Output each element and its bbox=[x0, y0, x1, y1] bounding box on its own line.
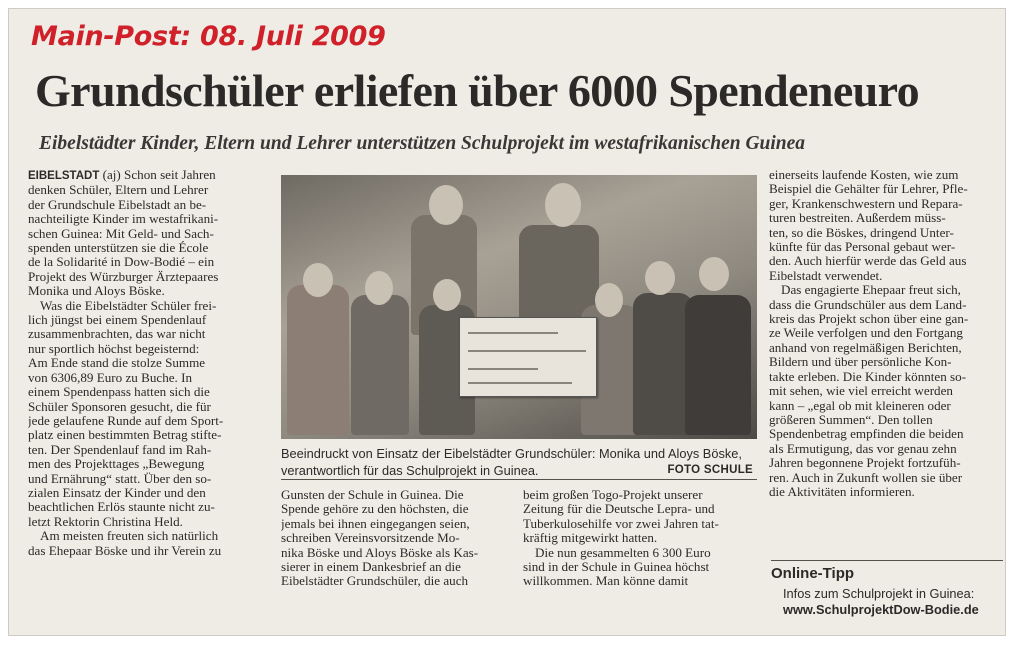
column-1-line: ten. Der Spendenlauf fand im Rah- bbox=[28, 442, 212, 457]
column-1-line: der Grundschule Eibelstadt an be- bbox=[28, 197, 207, 212]
newspaper-clipping bbox=[8, 8, 1006, 636]
column-4-line: kreis das Projekt schon über eine gan- bbox=[769, 312, 969, 327]
cheque-line bbox=[468, 350, 586, 352]
online-tipp-title: Online-Tipp bbox=[771, 565, 855, 582]
column-4-line: Jahren begonnene Projekt fortzufüh- bbox=[769, 456, 961, 471]
column-4-line: Eibelstadt verwendet. bbox=[769, 268, 883, 283]
column-2-line: schreiben Vereinsvorsitzende Mo- bbox=[281, 531, 460, 546]
donation-cheque bbox=[459, 317, 597, 397]
column-3-line: beim großen Togo-Projekt unserer bbox=[523, 488, 703, 502]
photo-credit: FOTO SCHULE bbox=[667, 464, 753, 476]
column-4-line: mit sehen, wie viel erreicht werden bbox=[769, 384, 953, 399]
column-2-line: Spende gehöre zu den höchsten, die bbox=[281, 502, 469, 517]
column-1-line: Monika und Aloys Böske. bbox=[28, 284, 165, 299]
photo-caption bbox=[281, 445, 757, 479]
column-1-line: letzt Rektorin Christina Held. bbox=[28, 514, 183, 529]
column-3-line: Die nun gesammelten 6 300 Euro bbox=[535, 545, 711, 560]
column-1-line: Was die Eibelstädter Schüler frei- bbox=[40, 298, 217, 313]
photo-face bbox=[429, 185, 463, 225]
column-1-line: von 6306,89 Euro zu Buche. In bbox=[28, 370, 193, 385]
column-4-line: turen bestreiten. Außerdem müss- bbox=[769, 211, 946, 226]
column-1-line: jede gelaufene Runde auf dem Sport- bbox=[28, 413, 224, 428]
column-3-line: Tuberkulosehilfe vor zwei Jahren tat- bbox=[523, 516, 719, 531]
column-1 bbox=[28, 168, 268, 558]
column-1-line: und Ernährung“ statt. Über den so- bbox=[28, 471, 212, 486]
column-3-line: sind in der Schule in Guinea höchst bbox=[523, 560, 710, 575]
group-photo bbox=[281, 175, 757, 439]
column-1-line: beachtlichen Erlös staunte nicht zu- bbox=[28, 500, 215, 515]
column-3-line: Zeitung für die Deutsche Lepra- und bbox=[523, 502, 715, 517]
column-4-line: den. Auch hierfür werde das Geld aus bbox=[769, 254, 967, 269]
column-1-line: zialen Einsatz der Kinder und den bbox=[28, 485, 206, 500]
column-3 bbox=[523, 488, 755, 589]
column-1-line: de la Solidarité in Dow-Bodié – ein bbox=[28, 255, 215, 270]
column-1-line bbox=[28, 168, 268, 183]
photo-figure bbox=[633, 293, 693, 435]
column-4-line: größeren Summen“. Den tollen bbox=[769, 412, 933, 427]
column-4-line: Das engagierte Ehepaar freut sich, bbox=[781, 283, 961, 298]
dateline: EIBELSTADT bbox=[28, 170, 100, 182]
column-4-line: Bildern und über persönliche Kon- bbox=[769, 355, 952, 370]
column-4-line: ten, so die Böskes, dringend Unter- bbox=[769, 225, 954, 240]
photo-figure bbox=[351, 295, 409, 435]
column-4-line: Beispiel die Gehälter für Lehrer, Pfle- bbox=[769, 182, 968, 197]
column-2-line: Gunsten der Schule in Guinea. Die bbox=[281, 488, 464, 502]
column-4-line: einerseits laufende Kosten, wie zum bbox=[769, 168, 959, 182]
online-tipp-url[interactable]: www.SchulprojektDow-Bodie.de bbox=[783, 602, 979, 617]
photo-face bbox=[433, 279, 461, 311]
column-4-line: künfte für das Personal gebaut wer- bbox=[769, 240, 956, 255]
subheadline: Eibelstädter Kinder, Eltern und Lehrer unterstützen Schulprojekt im westafrikanischen Guinea bbox=[39, 133, 806, 154]
photo-face bbox=[645, 261, 675, 295]
column-1-line: Am Ende stand die stolze Summe bbox=[28, 356, 206, 371]
source-label: Main-Post: 08. Juli 2009 bbox=[31, 21, 386, 52]
photo-figure bbox=[685, 295, 751, 435]
caption-text: Beeindruckt von Einsatz der Eibelstädter Grundschüler: Monika und Aloys Böske, verantwortlich für das Schulprojekt in Guinea. bbox=[281, 446, 742, 478]
column-4-line: takte erleben. Die Kinder könnten so- bbox=[769, 369, 967, 384]
column-1-line: nachteiligte Kinder im westafrikani- bbox=[28, 212, 219, 227]
online-tipp-rule bbox=[771, 560, 1003, 561]
column-4-line: als Ermutigung, das vor genau zehn bbox=[769, 441, 957, 456]
photo-face bbox=[365, 271, 393, 305]
caption-divider bbox=[281, 479, 757, 480]
column-2-line: sierer in einem Dankesbrief an die bbox=[281, 560, 461, 575]
photo-figure bbox=[287, 285, 349, 435]
column-4-line: dass die Grundschüler aus dem Land- bbox=[769, 297, 967, 312]
column-1-line: zusammenbrachten, das war nicht bbox=[28, 327, 206, 342]
column-1-line: denken Schüler, Eltern und Lehrer bbox=[28, 183, 209, 198]
column-1-line: nur sportlich höchst begeisternd: bbox=[28, 341, 200, 356]
column-1-line: Projekt des Würzburger Ärztepaares bbox=[28, 269, 219, 284]
photo-face bbox=[303, 263, 333, 297]
column-3-line: kräftig mitgewirkt hatten. bbox=[523, 531, 658, 546]
column-4-line: anhand von regelmäßigen Berichten, bbox=[769, 340, 962, 355]
photo-face bbox=[699, 257, 729, 291]
column-1-line: das Ehepaar Böske und ihr Verein zu bbox=[28, 543, 222, 558]
column-4-line: ren. Auch in Zukunft wollen sie über bbox=[769, 470, 963, 485]
online-tipp-box bbox=[771, 565, 1006, 618]
column-3-line: willkommen. Man könne damit bbox=[523, 574, 689, 589]
column-1-line: men des Projekttages „Bewegung bbox=[28, 457, 205, 472]
column-4-line: kann – „egal ob mit kleineren oder bbox=[769, 398, 951, 413]
cheque-line bbox=[468, 368, 538, 370]
column-4-line: Spendenbetrag empfinden die beiden bbox=[769, 427, 964, 442]
online-tipp-text: Infos zum Schulprojekt in Guinea: bbox=[783, 586, 975, 601]
cheque-line bbox=[468, 382, 572, 384]
cheque-line bbox=[468, 332, 558, 334]
column-1-line: spenden unterstützen sie die École bbox=[28, 241, 209, 256]
column-2-line: Eibelstädter Grundschüler, die auch bbox=[281, 574, 469, 589]
column-1-first-line: (aj) Schon seit Jahren bbox=[99, 168, 216, 182]
photo-face bbox=[545, 183, 581, 227]
column-1-line: einem Spendenpass hatten sich die bbox=[28, 385, 210, 400]
column-2-line: jemals bei ihnen eingegangen seien, bbox=[281, 516, 470, 531]
column-2-line: nika Böske und Aloys Böske als Kas- bbox=[281, 545, 479, 560]
column-1-line: platz einen bestimmten Betrag stifte- bbox=[28, 428, 222, 443]
column-1-line: Am meisten freuten sich natürlich bbox=[40, 529, 219, 544]
column-1-line: Schüler Sponsoren gesucht, die für bbox=[28, 399, 211, 414]
column-1-line: lich jüngst bei einem Spendenlauf bbox=[28, 313, 207, 328]
column-4-line: ze Weile verfolgen und den Fortgang bbox=[769, 326, 963, 341]
column-1-line: schen Guinea: Mit Geld- und Sach- bbox=[28, 226, 214, 241]
online-tipp-body bbox=[771, 586, 1006, 618]
column-4-line: die Aktivitäten informieren. bbox=[769, 484, 915, 499]
photo-face bbox=[595, 283, 623, 317]
headline: Grundschüler erliefen über 6000 Spendeneuro bbox=[35, 65, 920, 116]
column-2 bbox=[281, 488, 513, 589]
column-4 bbox=[769, 168, 1001, 499]
column-4-line: ger, Krankenschwestern und Repara- bbox=[769, 196, 963, 211]
